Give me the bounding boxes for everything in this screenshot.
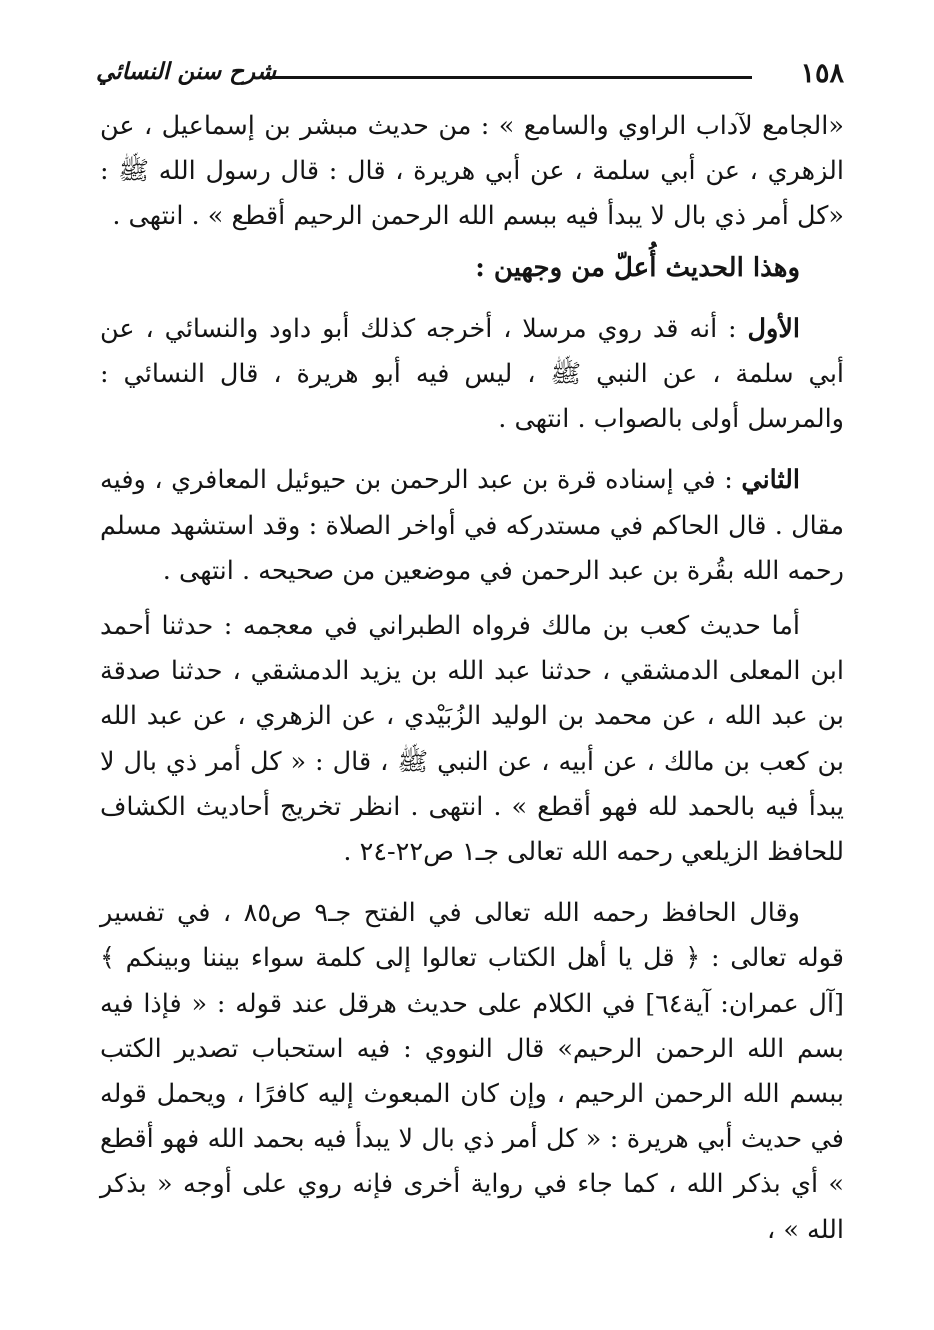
paragraph-second-reason bbox=[100, 458, 844, 594]
second-reason-text: : في إسناده قرة بن عبد الرحمن بن حيوئيل المعافري ، وفيه مقال . قال الحاكم في مستدركه في أواخر الصلاة : وقد استشهد مسلم رحمه الله بقُرة بن عبد الرحمن في موضعين من صحيحه . انتهى . bbox=[100, 465, 844, 586]
header-rule bbox=[266, 76, 752, 79]
paragraph-fath-commentary bbox=[100, 891, 844, 1253]
paragraph-kaab-hadith bbox=[100, 604, 844, 875]
fath-commentary-text: وقال الحافظ رحمه الله تعالى في الفتح جـ٩ ص٨٥ ، في تفسير قوله تعالى : ﴿ قل يا أهل الكتاب تعالوا إلى كلمة سواء بيننا وبينكم ﴾ [آل عمران: آية٦٤] في الكلام على حديث هرقل عند قوله : « فإذا فيه بسم الله الرحمن الرحيم» قال النووي : فيه استحباب تصدير الكتب ببسم الله الرحمن الرحيم ، وإن كان المبعوث إليه كافرًا ، ويحمل قوله في حديث أبي هريرة : « كل أمر ذي بال لا يبدأ فيه بحمد الله فهو أقطع » أي بذكر الله ، كما جاء في رواية أخرى فإنه روي على أوجه « بذكر الله » ، bbox=[100, 898, 844, 1245]
section-heading: وهذا الحديث أُعلّ من وجهين : bbox=[475, 252, 800, 283]
first-reason-text: : أنه قد روي مرسلا ، أخرجه كذلك أبو داود والنسائي ، عن أبي سلمة ، عن النبي ﷺ ، ليس فيه أبو هريرة ، قال النسائي : والمرسل أولى بالصواب . انتهى . bbox=[100, 313, 844, 435]
page-number: ١٥٨ bbox=[800, 58, 844, 89]
page-header bbox=[96, 54, 844, 94]
book-title: شرح سنن النسائي bbox=[96, 58, 276, 85]
page-body bbox=[100, 104, 844, 1253]
first-reason-label: الأول bbox=[747, 313, 800, 344]
kaab-hadith-text: أما حديث كعب بن مالك فرواه الطبراني في معجمه : حدثنا أحمد ابن المعلى الدمشقي ، حدثنا عبد الله بن يزيد الدمشقي ، حدثنا صدقة بن عبد الله ، عن محمد بن الوليد الزُبَيْدي ، عن الزهري ، عن عبد الله بن كعب بن مالك ، عن أبيه ، عن النبي ﷺ ، قال : « كل أمر ذي بال لا يبدأ فيه بالحمد لله فهو أقطع » . انتهى . انظر تخريج أحاديث الكشاف للحافظ الزيلعي رحمه الله تعالى جـ١ ص٢٢-٢٤ . bbox=[100, 611, 844, 868]
second-reason-label: الثاني bbox=[741, 465, 800, 496]
paragraph-citation: «الجامع لآداب الراوي والسامع » : من حديث مبشر بن إسماعيل ، عن الزهري ، عن أبي سلمة ، عن أبي هريرة ، قال : قال رسول الله ﷺ : «كل أمر ذي بال لا يبدأ فيه ببسم الله الرحمن الرحيم أقطع » . انتهى . bbox=[100, 111, 844, 232]
paragraph-first-reason bbox=[100, 307, 844, 443]
